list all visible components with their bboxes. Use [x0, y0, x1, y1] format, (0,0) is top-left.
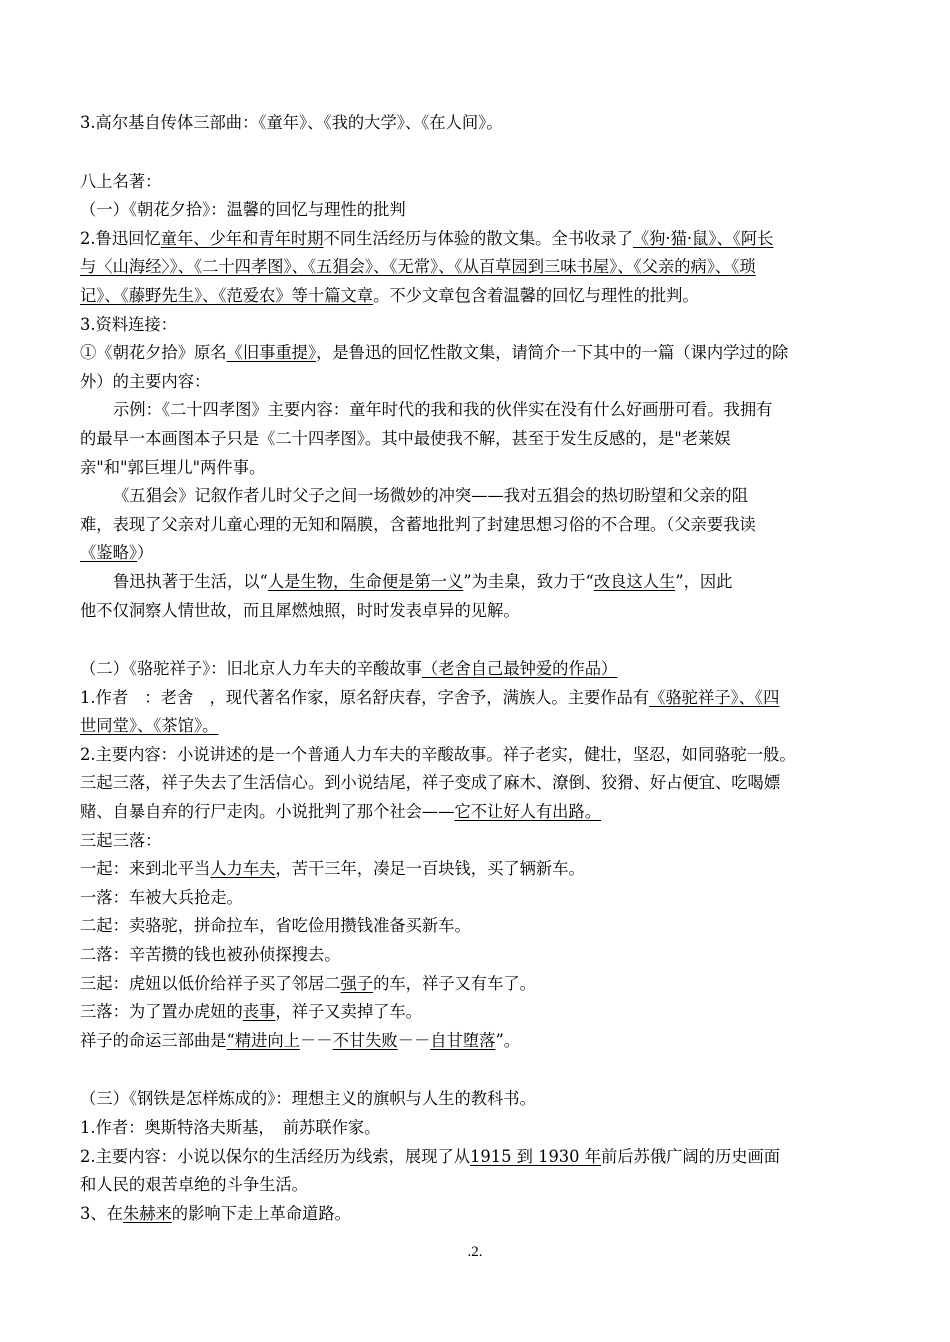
paragraph-line: 1.作者 ：老舍 ，现代著名作家，原名舒庆春，字舍予，满族人。主要作品有《骆驼祥子》、《四 [80, 687, 780, 707]
paragraph-line: 赌、自暴自弃的行尸走肉。小说批判了那个社会——它不让好人有出路。 [80, 802, 602, 822]
list-item: 一起：来到北平当人力车夫，苦干三年，凑足一百块钱，买了辆新车。 [80, 859, 585, 879]
section-heading-grade8: 八上名著： [80, 171, 162, 191]
paragraph-line: 难，表现了父亲对儿童心理的无知和隔膜，含蓄地批判了封建思想习俗的不合理。（父亲要我读 [80, 514, 756, 534]
paragraph-line: 祥子的命运三部曲是“精进向上－－不甘失败－－自甘堕落”。 [80, 1030, 521, 1050]
paragraph-line: 2.主要内容：小说以保尔的生活经历为线索，展现了从1915 到 1930 年前后苏俄广阔的历史画面 [80, 1146, 781, 1166]
list-item: 三落：为了置办虎妞的丧事，祥子又卖掉了车。 [80, 1002, 422, 1022]
paragraph-line: ①《朝花夕拾》原名《旧事重提》，是鲁迅的回忆性散文集，请简介一下其中的一篇（课内学过的除 [80, 343, 789, 363]
paragraph-line: 他不仅洞察人情世故，而且犀燃烛照，时时发表卓异的见解。 [80, 600, 520, 620]
gorky-trilogy-line: 3.高尔基自传体三部曲：《童年》、《我的大学》、《在人间》。 [80, 113, 503, 132]
paragraph-line: 《五猖会》记叙作者儿时父子之间一场微妙的冲突——我对五猖会的热切盼望和父亲的阻 [113, 486, 748, 506]
list-item: 一落：车被大兵抢走。 [80, 887, 243, 907]
paragraph-line: 外）的主要内容： [80, 371, 211, 391]
paragraph-line: 世同堂》、《茶馆》。 [80, 716, 219, 736]
page-number: .2. [467, 1244, 483, 1260]
paragraph-line: 三起三落： [80, 830, 162, 850]
list-item: 二起：卖骆驼，拼命拉车，省吃俭用攒钱准备买新车。 [80, 916, 471, 936]
paragraph-line: 鲁迅执著于生活，以“人是生物，生命便是第一义”为圭臬，致力于“改良这人生”，因此 [113, 571, 733, 591]
paragraph-line: 三起三落，祥子失去了生活信心。到小说结尾，祥子变成了麻木、潦倒、狡猾、好占便宜、吃喝嫖 [80, 773, 781, 793]
paragraph-line: 的最早一本画图本子只是《二十四孝图》。其中最使我不解，甚至于发生反感的，是"老莱娱 [80, 428, 731, 448]
paragraph-line: 3、在朱赫来的影响下走上革命道路。 [80, 1203, 351, 1223]
paragraph-line: 1.作者：奥斯特洛夫斯基， 前苏联作家。 [80, 1118, 381, 1137]
paragraph-line: 亲"和"郭巨埋儿"两件事。 [80, 457, 266, 477]
book-heading-zhaohuaxishi: （一）《朝花夕拾》：温馨的回忆与理性的批判 [80, 200, 406, 220]
book-heading-gangtie: （三）《钢铁是怎样炼成的》：理想主义的旗帜与人生的教科书。 [80, 1089, 536, 1109]
list-item: 三起：虎妞以低价给祥子买了邻居二强子的车，祥子又有车了。 [80, 973, 536, 993]
paragraph-line: 示例：《二十四孝图》主要内容：童年时代的我和我的伙伴实在没有什么好画册可看。我拥有 [113, 400, 773, 420]
paragraph-line: 《鉴略》） [80, 543, 154, 563]
list-item: 二落：辛苦攒的钱也被孙侦探搜去。 [80, 945, 341, 965]
paragraph-line: 2.鲁迅回忆童年、少年和青年时期不同生活经历与体验的散文集。全书收录了《狗·猫·鼠》、《阿长 [80, 228, 774, 248]
paragraph-line: 2.主要内容：小说讲述的是一个普通人力车夫的辛酸故事。祥子老实，健壮，坚忍，如同骆驼一般。 [80, 744, 796, 764]
book-heading-luotuoxiangzi: （二）《骆驼祥子》：旧北京人力车夫的辛酸故事（老舍自己最钟爱的作品） [80, 659, 618, 679]
paragraph-line: 记》、《藤野先生》、《范爱农》等十篇文章。不少文章包含着温馨的回忆与理性的批判。 [80, 285, 699, 305]
paragraph-line: 3.资料连接： [80, 314, 177, 334]
paragraph-line: 和人民的艰苦卓绝的斗争生活。 [80, 1175, 308, 1195]
paragraph-line: 与〈山海经〉》、《二十四孝图》、《五猖会》、《无常》、《从百草园到三味书屋》、《父亲的病》、《琐 [80, 257, 756, 277]
document-body [80, 109, 875, 1228]
